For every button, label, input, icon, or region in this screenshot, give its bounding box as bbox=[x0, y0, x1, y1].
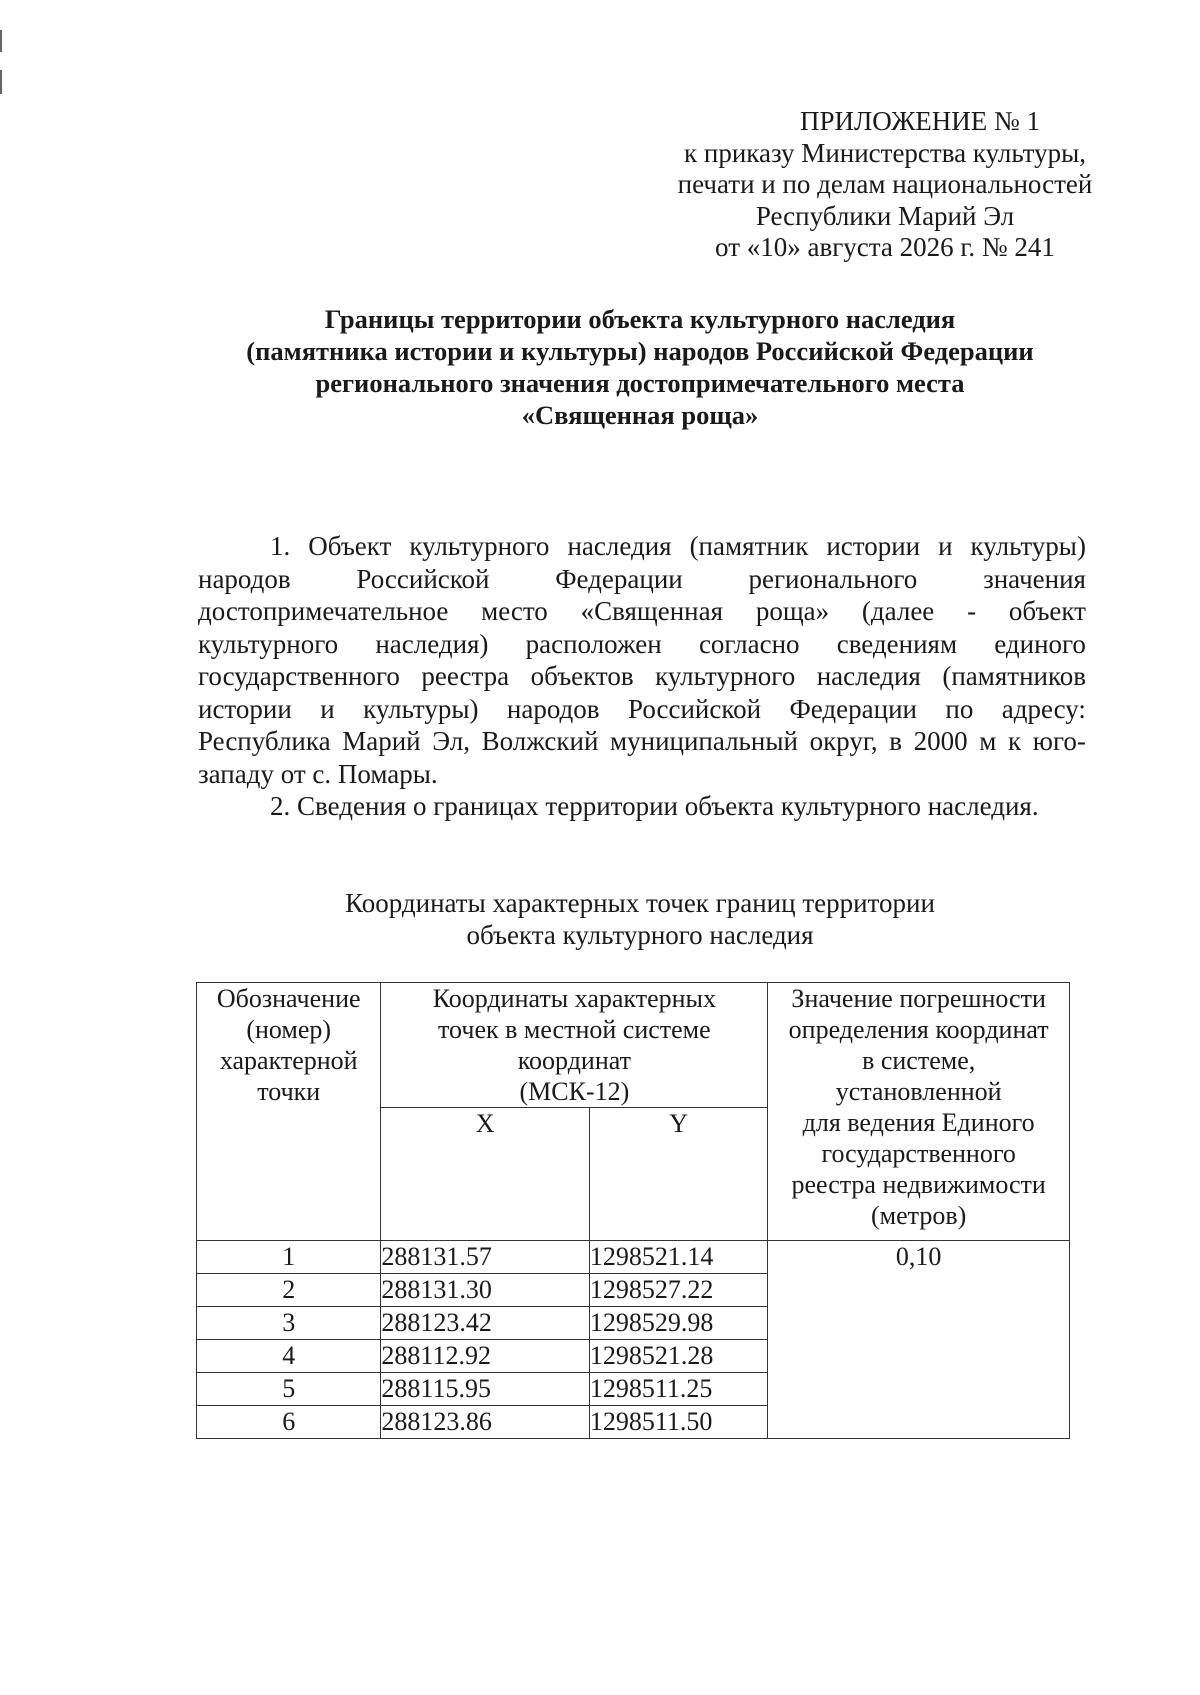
word: культуры) bbox=[970, 531, 1086, 561]
point-number: 4 bbox=[197, 1340, 381, 1373]
word: муниципальный bbox=[610, 726, 798, 756]
appendix-line: к приказу Министерства культуры, bbox=[684, 137, 1086, 168]
word: объект bbox=[1008, 596, 1086, 626]
header-line: (номер) bbox=[246, 1015, 332, 1044]
word: место bbox=[481, 596, 548, 626]
word: народов bbox=[506, 693, 600, 724]
document-title bbox=[150, 303, 1130, 431]
header-line: Значение погрешности bbox=[791, 984, 1046, 1013]
paragraph-line bbox=[198, 530, 1086, 563]
word: - bbox=[967, 596, 977, 626]
coord-x: 288123.42 bbox=[381, 1307, 589, 1340]
word: (памятников bbox=[942, 661, 1086, 691]
paragraph-line bbox=[198, 595, 1086, 628]
header-line: установленной bbox=[835, 1077, 1002, 1106]
word: государственного bbox=[198, 661, 400, 691]
header-error bbox=[768, 983, 1070, 1241]
title-line: (памятника истории и культуры) народов Российской Федерации bbox=[246, 336, 1034, 366]
word: по bbox=[945, 693, 974, 724]
word: регионального bbox=[748, 563, 918, 594]
point-number: 2 bbox=[197, 1274, 381, 1307]
word: объектов bbox=[530, 661, 634, 691]
scan-edge-mark bbox=[0, 70, 2, 94]
word: и bbox=[320, 693, 335, 724]
header-y: Y bbox=[589, 1108, 767, 1241]
word: Федерации bbox=[789, 693, 917, 724]
scan-edge-mark bbox=[0, 30, 2, 52]
paragraph-line bbox=[198, 725, 1086, 758]
paragraph-2-text: 2. Сведения о границах территории объекта культурного наследия. bbox=[270, 791, 1039, 821]
document-body bbox=[198, 530, 1086, 823]
coord-y: 1298511.50 bbox=[589, 1406, 767, 1439]
appendix-number: ПРИЛОЖЕНИЕ № 1 bbox=[799, 106, 1041, 136]
point-number: 1 bbox=[197, 1241, 381, 1274]
coord-x: 288131.30 bbox=[381, 1274, 589, 1307]
header-coordinates bbox=[381, 983, 768, 1108]
word: Российской bbox=[356, 563, 490, 594]
word: сведениям bbox=[836, 628, 958, 659]
paragraph-line bbox=[198, 693, 1086, 726]
appendix-line: печати и по делам национальностей bbox=[677, 169, 1093, 199]
caption-line: объекта культурного наследия bbox=[466, 920, 814, 950]
word: Объект bbox=[308, 531, 392, 561]
word: м bbox=[979, 726, 997, 756]
point-number: 5 bbox=[197, 1373, 381, 1406]
paragraph-1 bbox=[198, 530, 1086, 790]
word: Российской bbox=[627, 693, 762, 724]
word: наследия bbox=[567, 531, 672, 561]
word: и bbox=[938, 531, 953, 561]
word: единого bbox=[994, 628, 1086, 659]
coord-y: 1298527.22 bbox=[589, 1274, 767, 1307]
coord-x: 288112.92 bbox=[381, 1340, 589, 1373]
coordinates-table bbox=[196, 982, 1070, 1439]
appendix-date: от «10» августа 2026 г. № 241 bbox=[715, 232, 1055, 262]
word: культурного bbox=[198, 628, 339, 659]
word: (памятник bbox=[689, 531, 809, 561]
word: реестра bbox=[421, 661, 510, 691]
word: округ, bbox=[809, 726, 878, 756]
coord-x: 288123.86 bbox=[381, 1406, 589, 1439]
table-row bbox=[197, 1241, 1070, 1274]
word: значения bbox=[983, 563, 1086, 594]
word: наследия) bbox=[375, 628, 489, 659]
word: истории bbox=[826, 531, 921, 561]
word: Марий bbox=[342, 726, 421, 756]
word: с. bbox=[312, 758, 338, 789]
header-line: определения координат bbox=[788, 1015, 1049, 1044]
coord-x: 288131.57 bbox=[381, 1241, 589, 1274]
header-line: (метров) bbox=[871, 1201, 967, 1230]
header-line: государственного bbox=[821, 1139, 1016, 1168]
table-body bbox=[197, 1241, 1070, 1439]
word: адресу: bbox=[1001, 693, 1086, 724]
header-line: точки bbox=[257, 1077, 321, 1106]
word: согласно bbox=[698, 628, 800, 659]
paragraph-line bbox=[198, 758, 1086, 791]
header-line: Координаты характерных bbox=[432, 984, 716, 1013]
word: западу bbox=[198, 758, 281, 789]
appendix-line: Республики Марий Эл bbox=[755, 200, 1015, 231]
word: культуры) bbox=[363, 693, 479, 724]
word: культурного bbox=[409, 531, 550, 561]
table-caption bbox=[200, 887, 1080, 951]
point-number: 3 bbox=[197, 1307, 381, 1340]
point-number: 6 bbox=[197, 1406, 381, 1439]
header-line: Обозначение bbox=[216, 984, 361, 1013]
word: Республика bbox=[198, 726, 331, 756]
word: наследия bbox=[816, 661, 921, 691]
caption-line: Координаты характерных точек границ территории bbox=[345, 888, 935, 918]
appendix-header bbox=[600, 106, 1170, 264]
header-line: реестра недвижимости bbox=[791, 1170, 1046, 1199]
word: достопримечательное bbox=[198, 596, 449, 626]
header-line: в системе, bbox=[862, 1046, 976, 1075]
coord-y: 1298521.28 bbox=[589, 1340, 767, 1373]
word: культурного bbox=[655, 661, 796, 691]
word: роща» bbox=[755, 596, 830, 626]
word: Волжский bbox=[481, 726, 599, 756]
word: расположен bbox=[525, 628, 662, 659]
coord-x: 288115.95 bbox=[381, 1373, 589, 1406]
word: к bbox=[1008, 726, 1022, 756]
header-line: координат bbox=[517, 1046, 631, 1075]
word: «Священная bbox=[580, 596, 724, 626]
word: 1. bbox=[270, 531, 291, 561]
paragraph-2 bbox=[198, 790, 1086, 823]
word: 2000 bbox=[913, 726, 968, 756]
header-line: (МСК-12) bbox=[519, 1077, 630, 1106]
word: юго- bbox=[1032, 726, 1086, 756]
title-line: «Священная роща» bbox=[521, 400, 759, 430]
paragraph-line bbox=[198, 563, 1086, 596]
word: Помары. bbox=[337, 758, 438, 789]
coord-y: 1298521.14 bbox=[589, 1241, 767, 1274]
word: народов bbox=[198, 563, 291, 594]
word: от bbox=[280, 758, 313, 789]
header-line: точек в местной системе bbox=[438, 1015, 711, 1044]
paragraph-line bbox=[198, 660, 1086, 693]
word: Федерации bbox=[555, 563, 683, 594]
word: (далее bbox=[861, 596, 935, 626]
header-line: характерной bbox=[219, 1046, 358, 1075]
error-value: 0,10 bbox=[768, 1241, 1070, 1439]
header-x: X bbox=[381, 1108, 589, 1241]
word: в bbox=[889, 726, 902, 756]
header-designation bbox=[197, 983, 381, 1241]
title-line: регионального значения достопримечательного места bbox=[315, 368, 965, 398]
coord-y: 1298529.98 bbox=[589, 1307, 767, 1340]
title-line: Границы территории объекта культурного наследия bbox=[324, 304, 956, 334]
coord-y: 1298511.25 bbox=[589, 1373, 767, 1406]
header-line: для ведения Единого bbox=[802, 1108, 1035, 1137]
paragraph-line bbox=[198, 628, 1086, 661]
word: истории bbox=[198, 693, 292, 724]
word: Эл, bbox=[432, 726, 470, 756]
